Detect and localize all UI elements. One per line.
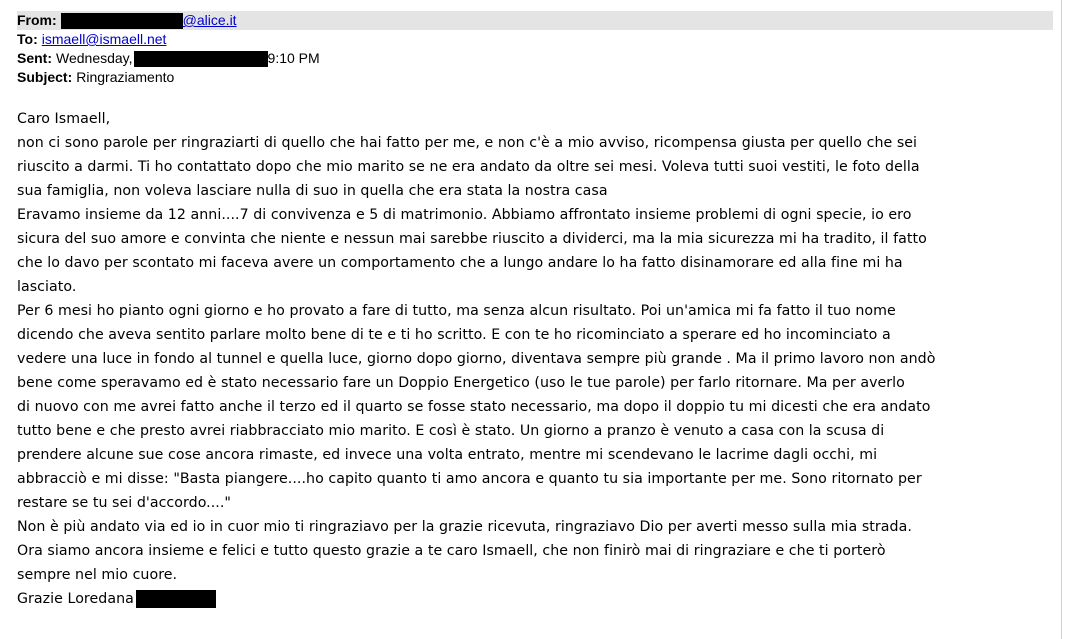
body-line: sempre nel mio cuore. <box>17 567 178 583</box>
from-label: From: <box>17 12 57 28</box>
window-right-border <box>1061 0 1062 639</box>
sent-time: 9:10 PM <box>267 50 320 66</box>
body-line: Non è più andato via ed io in cuor mio ti ringraziavo per la grazie ricevuta, ringraziavo Dio per averti messo sulla mia strada. <box>17 519 912 535</box>
body-line: non ci sono parole per ringraziarti di quello che hai fatto per me, e non c'è a mio avviso, ricompensa giusta per quello che sei <box>17 135 918 151</box>
to-row <box>17 30 1053 49</box>
body-line: riuscito a darmi. Ti ho contattato dopo che mio marito se ne era andato da oltre sei mesi. Voleva tutti suoi vestiti, le foto della <box>17 159 920 175</box>
sent-day: Wednesday, <box>56 50 133 66</box>
subject-row <box>17 68 1053 87</box>
signature-text: Grazie Loredana <box>17 591 134 607</box>
sent-row <box>17 49 1053 68</box>
subject-label: Subject: <box>17 69 73 85</box>
redacted-signature-surname <box>136 590 216 608</box>
to-label: To: <box>17 31 38 47</box>
email-body <box>17 107 1057 611</box>
from-row <box>17 11 1053 30</box>
body-line: Ora siamo ancora insieme e felici e tutto questo grazie a te caro Ismaell, che non finirò mai di ringraziare e che ti porterò <box>17 543 886 559</box>
body-line: tutto bene e che presto avrei riabbracciato mio marito. E così è stato. Un giorno a pranzo è venuto a casa con la scusa di <box>17 423 885 439</box>
body-line: bene come speravamo ed è stato necessario fare un Doppio Energetico (uso le tue parole) per farlo ritornare. Ma per averlo <box>17 375 905 391</box>
sent-label: Sent: <box>17 50 52 66</box>
body-line: Per 6 mesi ho pianto ogni giorno e ho provato a fare di tutto, ma senza alcun risultato. Poi un'amica mi fa fatto il tuo nome <box>17 303 896 319</box>
body-line: che lo davo per scontato mi faceva avere un comportamento che a lungo andare lo ha fatto disinamorare ed alla fine mi ha <box>17 255 903 271</box>
body-line: Caro Ismaell, <box>17 111 111 127</box>
signature-line <box>17 587 1057 611</box>
from-email-link[interactable]: @alice.it <box>182 12 237 28</box>
body-line: prendere alcune sue cose ancora rimaste, ed invece una volta entrato, mentre mi scendevano le lacrime dagli occhi, mi <box>17 447 878 463</box>
body-line: lasciato. <box>17 279 77 295</box>
redacted-sender-name <box>61 13 183 29</box>
body-line: di nuovo con me avrei fatto anche il terzo ed il quarto se fosse stato necessario, ma dopo il doppio tu mi dicesti che era andato <box>17 399 931 415</box>
body-line: sicura del suo amore e convinta che niente e nessun mai sarebbe riuscito a dividerci, ma la mia sicurezza mi ha tradito, il fatto <box>17 231 927 247</box>
body-line: Eravamo insieme da 12 anni....7 di convivenza e 5 di matrimonio. Abbiamo affrontato insieme problemi di ogni specie, io ero <box>17 207 912 223</box>
redacted-sent-date <box>134 51 268 67</box>
body-line: restare se tu sei d'accordo...." <box>17 495 231 511</box>
subject-value: Ringraziamento <box>76 69 175 85</box>
body-line: abbracciò e mi disse: "Basta piangere....ho capito quanto ti amo ancora e quanto tu sia importante per me. Sono ritornato per <box>17 471 922 487</box>
to-email-link[interactable]: ismaell@ismaell.net <box>41 31 167 47</box>
body-line: dicendo che aveva sentito parlare molto bene di te e ti ho scritto. E con te ho ricominciato a sperare ed ho incominciato a <box>17 327 891 343</box>
body-line: sua famiglia, non voleva lasciare nulla di suo in quella che era stata la nostra casa <box>17 183 608 199</box>
body-line: vedere una luce in fondo al tunnel e quella luce, giorno dopo giorno, diventava sempre più grande . Ma il primo lavoro non andò <box>17 351 936 367</box>
email-header <box>17 11 1053 87</box>
